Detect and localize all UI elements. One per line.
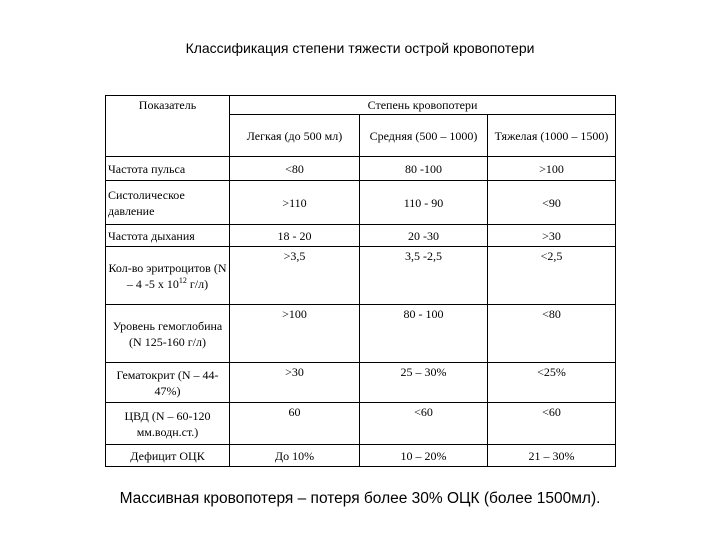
- cell-severe: <80: [488, 305, 616, 363]
- table-row: [106, 247, 616, 305]
- row-label-text: Кол-во эритроцитов (N – 4 -5 х 10: [108, 260, 227, 291]
- table-row: [106, 363, 616, 403]
- header-parameter: Показатель: [106, 96, 230, 157]
- cell-moderate: 20 -30: [360, 225, 488, 247]
- cell-severe: <60: [488, 403, 616, 445]
- cell-mild: >110: [230, 181, 360, 225]
- table-row: [106, 181, 616, 225]
- header-mild: Легкая (до 500 мл): [230, 115, 360, 157]
- header-severe: Тяжелая (1000 – 1500): [488, 115, 616, 157]
- cell-mild: 60: [230, 403, 360, 445]
- row-label-exponent: 12: [178, 275, 187, 285]
- cell-mild: <80: [230, 157, 360, 181]
- cell-mild: >3,5: [230, 247, 360, 305]
- cell-moderate: 25 – 30%: [360, 363, 488, 403]
- cell-moderate: 10 – 20%: [360, 445, 488, 467]
- table-row: [106, 157, 616, 181]
- cell-severe: 21 – 30%: [488, 445, 616, 467]
- footer-note: Массивная кровопотеря – потеря более 30% ОЦК (более 1500мл).: [119, 490, 601, 507]
- cell-severe: >100: [488, 157, 616, 181]
- cell-moderate: 3,5 -2,5: [360, 247, 488, 305]
- table-row: [106, 225, 616, 247]
- table-header-row: [106, 96, 616, 115]
- row-label: ЦВД (N – 60-120 мм.водн.ст.): [106, 403, 230, 445]
- cell-severe: >30: [488, 225, 616, 247]
- cell-severe: <90: [488, 181, 616, 225]
- row-label: Частота дыхания: [106, 225, 230, 247]
- row-label: Частота пульса: [106, 157, 230, 181]
- header-degree: Степень кровопотери: [230, 96, 616, 115]
- page-title: Классификация степени тяжести острой кровопотери: [185, 40, 535, 56]
- cell-mild: >100: [230, 305, 360, 363]
- header-moderate: Средняя (500 – 1000): [360, 115, 488, 157]
- cell-mild: До 10%: [230, 445, 360, 467]
- row-label: Дефицит ОЦК: [106, 445, 230, 467]
- row-label: Гематокрит (N – 44-47%): [106, 363, 230, 403]
- blood-loss-table: [105, 95, 616, 467]
- table-row: [106, 445, 616, 467]
- cell-severe: <25%: [488, 363, 616, 403]
- row-label: [106, 247, 230, 305]
- cell-mild: >30: [230, 363, 360, 403]
- row-label: Систолическое давление: [106, 181, 230, 225]
- cell-moderate: 110 - 90: [360, 181, 488, 225]
- cell-moderate: 80 -100: [360, 157, 488, 181]
- cell-severe: <2,5: [488, 247, 616, 305]
- table-row: [106, 305, 616, 363]
- table-row: [106, 403, 616, 445]
- cell-moderate: 80 - 100: [360, 305, 488, 363]
- row-label: Уровень гемоглобина (N 125-160 г/л): [106, 305, 230, 363]
- row-label-unit: г/л): [186, 276, 209, 291]
- cell-moderate: <60: [360, 403, 488, 445]
- cell-mild: 18 - 20: [230, 225, 360, 247]
